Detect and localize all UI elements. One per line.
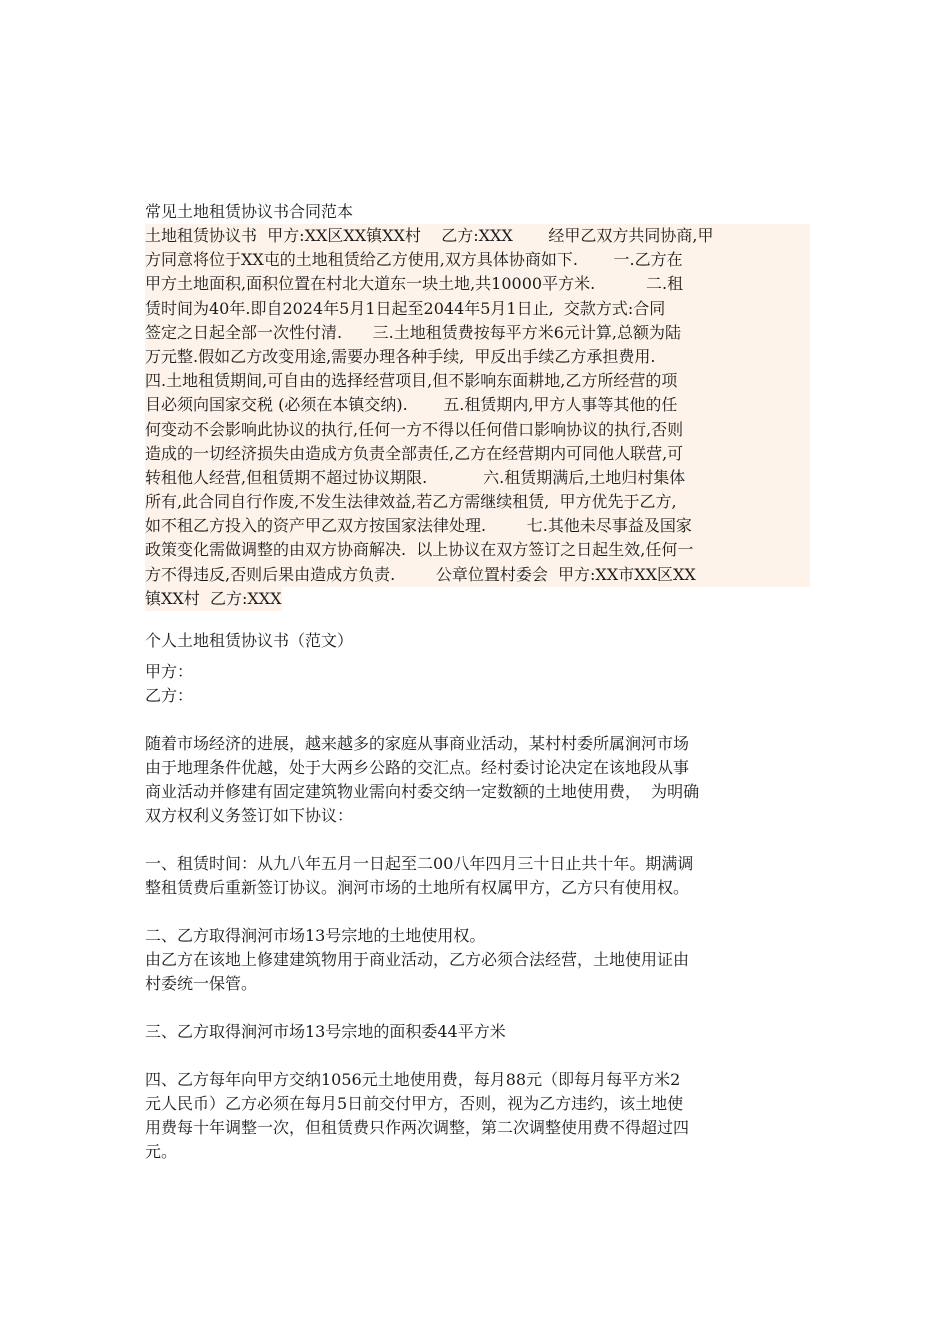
paragraph-line: 二、乙方取得涧河市场13号宗地的土地使用权。 bbox=[145, 926, 486, 945]
contract-line: 目必须向国家交税 (必须在本镇交纳). 五.租赁期内,甲方人事等其他的任 bbox=[145, 393, 810, 417]
paragraph-line: 一、租赁时间：从九八年五月一日起至二00八年四月三十日止共十年。期满调 bbox=[145, 854, 694, 873]
paragraph-line: 四、乙方每年向甲方交纳1056元土地使用费，每月88元（即每月每平方米2 bbox=[145, 1070, 681, 1089]
contract-line: 方不得违反,否则后果由造成方负责. 公章位置村委会 甲方:XX市XX区XX bbox=[145, 563, 810, 587]
paragraph-line: 元。 bbox=[145, 1142, 178, 1161]
paragraph-line: 由于地理条件优越，处于大两乡公路的交汇点。经村委讨论决定在该地段从事 bbox=[145, 758, 690, 777]
section-title: 个人土地租赁协议书（范文） bbox=[145, 631, 354, 650]
contract-line: 万元整.假如乙方改变用途,需要办理各种手续, 甲反出手续乙方承担费用. bbox=[145, 345, 810, 369]
contract-line: 土地租赁协议书 甲方:XX区XX镇XX村 乙方:XXX 经甲乙双方共同协商,甲 bbox=[145, 224, 810, 248]
clause-4 bbox=[145, 1068, 810, 1164]
contract-line: 转租他人经营,但租赁期不超过协议期限. 六.租赁期满后,土地归村集体 bbox=[145, 466, 810, 490]
contract-line: 如不租乙方投入的资产甲乙双方按国家法律处理. 七.其他未尽事益及国家 bbox=[145, 514, 810, 538]
paragraph-line: 由乙方在该地上修建建筑物用于商业活动，乙方必须合法经营，土地使用证由 bbox=[145, 950, 690, 969]
paragraph-line: 双方权利义务签订如下协议： bbox=[145, 806, 354, 825]
party-a-label: 甲方： bbox=[145, 662, 194, 681]
party-b-label: 乙方： bbox=[145, 686, 194, 705]
contract-line: 签定之日起全部一次性付清. 三.土地租赁费按每平方米6元计算,总额为陆 bbox=[145, 321, 810, 345]
clause-2 bbox=[145, 924, 810, 996]
paragraph-line: 整租赁费后重新签订协议。涧河市场的土地所有权属甲方，乙方只有使用权。 bbox=[145, 878, 690, 897]
contract-line: 四.土地租赁期间,可自由的选择经营项目,但不影响东面耕地,乙方所经营的项 bbox=[145, 369, 810, 393]
paragraph-line: 商业活动并修建有固定建筑物业需向村委交纳一定数额的土地使用费， 为明确 bbox=[145, 782, 700, 801]
document-content bbox=[145, 200, 810, 1164]
section-personal-lease bbox=[145, 629, 810, 1164]
contract-line: 镇XX村 乙方:XXX bbox=[145, 587, 282, 611]
contract-line: 甲方土地面积,面积位置在村北大道东一块土地,共10000平方米. 二.租 bbox=[145, 272, 810, 296]
clause-1 bbox=[145, 852, 810, 900]
contract-line: 赁时间为40年.即自2024年5月1日起至2044年5月1日止, 交款方式:合同 bbox=[145, 297, 810, 321]
document-title: 常见土地租赁协议书合同范本 bbox=[145, 202, 354, 221]
clause-3 bbox=[145, 1020, 810, 1044]
contract-line: 造成的一切经济损失由造成方负责全部责任,乙方在经营期内可同他人联营,可 bbox=[145, 442, 810, 466]
intro-paragraph bbox=[145, 732, 810, 828]
paragraph-line: 元人民币）乙方必须在每月5日前交付甲方，否则，视为乙方违约，该土地使 bbox=[145, 1094, 684, 1113]
paragraph-line: 三、乙方取得涧河市场13号宗地的面积委44平方米 bbox=[145, 1022, 506, 1041]
paragraph-line: 用费每十年调整一次，但租赁费只作两次调整，第二次调整使用费不得超过四 bbox=[145, 1118, 690, 1137]
contract-line: 所有,此合同自行作废,不发生法律效益,若乙方需继续租赁, 甲方优先于乙方, bbox=[145, 490, 810, 514]
contract-line: 方同意将位于XX屯的土地租赁给乙方使用,双方具体协商如下. 一.乙方在 bbox=[145, 248, 810, 272]
contract-line: 何变动不会影响此协议的执行,任何一方不得以任何借口影响协议的执行,否则 bbox=[145, 418, 810, 442]
paragraph-line: 村委统一保管。 bbox=[145, 974, 258, 993]
contract-line: 政策变化需做调整的由双方协商解决. 以上协议在双方签订之日起生效,任何一 bbox=[145, 538, 810, 562]
contract-text-block bbox=[145, 224, 810, 615]
paragraph-line: 随着市场经济的进展，越来越多的家庭从事商业活动，某村村委所属涧河市场 bbox=[145, 734, 690, 753]
